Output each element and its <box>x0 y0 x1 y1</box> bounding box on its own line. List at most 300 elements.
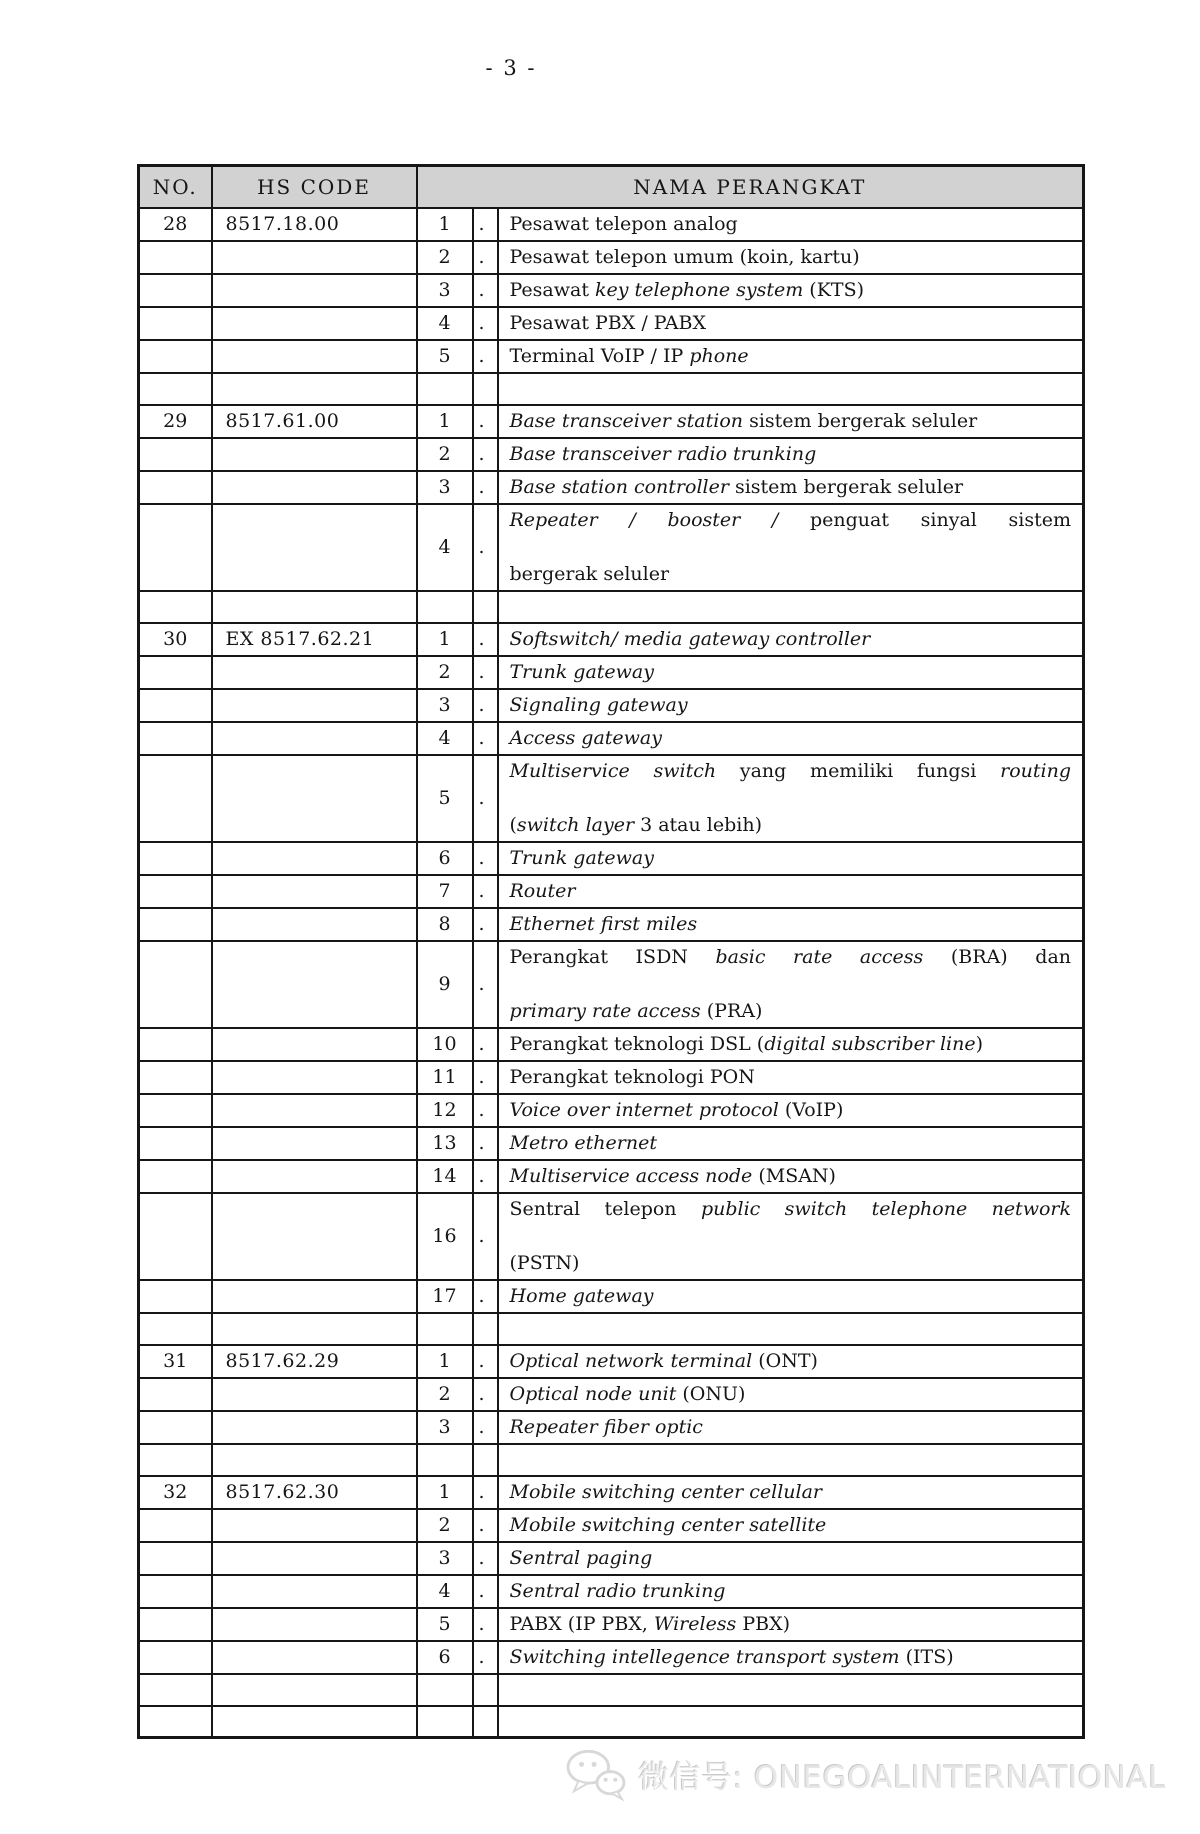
watermark <box>564 1747 1166 1801</box>
device-name-segment: PABX (IP PBX, <box>509 1612 654 1635</box>
cell-item-number: 3 <box>417 1542 473 1575</box>
cell-device-name <box>498 1542 1084 1575</box>
table-row <box>139 471 1084 504</box>
cell-item-dot: . <box>473 656 498 689</box>
cell-no <box>139 471 212 504</box>
cell-item-dot: . <box>473 438 498 471</box>
table-row <box>139 1061 1084 1094</box>
device-name-italic-segment: Access gateway <box>509 726 662 749</box>
cell-item-number: 3 <box>417 274 473 307</box>
cell-no-empty <box>139 1313 212 1345</box>
wechat-icon <box>564 1747 628 1801</box>
table-row <box>139 1160 1084 1193</box>
cell-no: 29 <box>139 405 212 438</box>
cell-hs-code <box>212 1127 417 1160</box>
cell-no <box>139 755 212 842</box>
cell-device-name <box>498 307 1084 340</box>
cell-item-dot-empty <box>473 373 498 405</box>
cell-item-number: 9 <box>417 941 473 1028</box>
table-row <box>139 1193 1084 1280</box>
device-name-line <box>510 561 1072 588</box>
cell-device-name <box>498 1345 1084 1378</box>
cell-hs-code <box>212 1608 417 1641</box>
cell-item-dot: . <box>473 405 498 438</box>
device-name-segment: sistem bergerak seluler <box>743 409 978 432</box>
cell-item-number: 6 <box>417 1641 473 1674</box>
cell-item-number: 8 <box>417 908 473 941</box>
device-name-segment: Perangkat teknologi PON <box>509 1065 755 1088</box>
device-name-italic-segment: Ethernet first miles <box>509 912 698 935</box>
device-name-italic-segment: Base transceiver radio trunking <box>509 442 817 465</box>
cell-no: 28 <box>139 208 212 241</box>
device-name-italic-segment: Sentral paging <box>509 1546 653 1569</box>
table-row <box>139 1608 1084 1641</box>
device-name-segment: bergerak seluler <box>509 562 670 585</box>
cell-item-dot: . <box>473 1608 498 1641</box>
cell-no <box>139 1378 212 1411</box>
cell-hs-code-empty <box>212 1706 417 1738</box>
device-name-italic-segment: Softswitch/ media gateway controller <box>509 627 871 650</box>
cell-item-number: 4 <box>417 307 473 340</box>
cell-hs-code <box>212 1575 417 1608</box>
device-name-italic-segment: routing <box>1000 759 1071 782</box>
cell-no <box>139 1061 212 1094</box>
cell-hs-code-empty <box>212 1444 417 1476</box>
cell-hs-code <box>212 842 417 875</box>
cell-hs-code <box>212 941 417 1028</box>
cell-item-dot: . <box>473 842 498 875</box>
cell-hs-code <box>212 241 417 274</box>
cell-item-number: 17 <box>417 1280 473 1313</box>
cell-device-name <box>498 1160 1084 1193</box>
cell-no <box>139 274 212 307</box>
cell-no <box>139 941 212 1028</box>
cell-hs-code: 8517.62.30 <box>212 1476 417 1509</box>
cell-no: 30 <box>139 623 212 656</box>
cell-hs-code: 8517.18.00 <box>212 208 417 241</box>
table-row <box>139 941 1084 1028</box>
watermark-text: 微信号: ONEGOALINTERNATIONAL <box>638 1759 1166 1796</box>
cell-hs-code <box>212 1094 417 1127</box>
cell-device-name <box>498 1476 1084 1509</box>
table-row <box>139 504 1084 591</box>
cell-item-number: 2 <box>417 656 473 689</box>
device-name-segment: Pesawat telepon umum (koin, kartu) <box>509 245 860 268</box>
cell-device-name <box>498 1193 1084 1280</box>
cell-device-name <box>498 1378 1084 1411</box>
cell-no <box>139 1575 212 1608</box>
cell-device-name <box>498 722 1084 755</box>
device-name-segment: ( <box>509 813 517 836</box>
table-row <box>139 689 1084 722</box>
table-row <box>139 842 1084 875</box>
cell-item-dot: . <box>473 1411 498 1444</box>
cell-device-name <box>498 908 1084 941</box>
cell-item-number-empty <box>417 591 473 623</box>
device-name-italic-segment: Mobile switching center cellular <box>509 1480 822 1503</box>
cell-hs-code <box>212 908 417 941</box>
cell-item-dot: . <box>473 1641 498 1674</box>
device-name-italic-segment: Wireless <box>653 1612 737 1635</box>
page-number: - 3 - <box>485 56 537 80</box>
device-name-line <box>510 1250 1072 1277</box>
device-table-wrap <box>137 164 1085 1739</box>
cell-no-empty <box>139 1444 212 1476</box>
cell-item-number: 13 <box>417 1127 473 1160</box>
cell-device-name <box>498 1028 1084 1061</box>
cell-device-name <box>498 656 1084 689</box>
device-name-segment: (ONT) <box>752 1349 818 1372</box>
table-row <box>139 1127 1084 1160</box>
cell-no <box>139 1160 212 1193</box>
cell-hs-code <box>212 504 417 591</box>
cell-item-dot-empty <box>473 1674 498 1706</box>
cell-device-name <box>498 1094 1084 1127</box>
cell-hs-code-empty <box>212 1674 417 1706</box>
table-row <box>139 1028 1084 1061</box>
cell-no <box>139 1608 212 1641</box>
cell-hs-code-empty <box>212 591 417 623</box>
device-name-segment: 3 atau lebih) <box>634 813 762 836</box>
table-row <box>139 1345 1084 1378</box>
device-name-italic-segment: basic rate access <box>715 945 924 968</box>
cell-device-name <box>498 208 1084 241</box>
cell-item-number-empty <box>417 373 473 405</box>
cell-item-number-empty <box>417 1444 473 1476</box>
cell-no <box>139 340 212 373</box>
cell-no <box>139 241 212 274</box>
cell-item-number: 14 <box>417 1160 473 1193</box>
cell-item-number: 5 <box>417 340 473 373</box>
cell-hs-code <box>212 307 417 340</box>
device-name-segment: Perangkat teknologi DSL ( <box>509 1032 765 1055</box>
cell-item-dot: . <box>473 1280 498 1313</box>
cell-item-number: 7 <box>417 875 473 908</box>
cell-device-name <box>498 1509 1084 1542</box>
device-name-segment: penguat sinyal sistem <box>778 508 1071 531</box>
cell-item-number: 4 <box>417 504 473 591</box>
cell-item-number: 12 <box>417 1094 473 1127</box>
device-name-line <box>510 1196 1072 1250</box>
cell-item-dot: . <box>473 1509 498 1542</box>
cell-item-number-empty <box>417 1674 473 1706</box>
cell-item-dot-empty <box>473 1706 498 1738</box>
cell-no <box>139 1411 212 1444</box>
cell-no <box>139 438 212 471</box>
cell-device-name <box>498 755 1084 842</box>
cell-item-number: 1 <box>417 1345 473 1378</box>
device-name-italic-segment: Repeater fiber optic <box>509 1415 703 1438</box>
device-name-segment: (BRA) dan <box>923 945 1072 968</box>
cell-hs-code: 8517.62.29 <box>212 1345 417 1378</box>
table-row <box>139 656 1084 689</box>
table-spacer-row <box>139 1313 1084 1345</box>
cell-item-dot: . <box>473 504 498 591</box>
cell-no <box>139 307 212 340</box>
cell-device-name <box>498 842 1084 875</box>
table-row <box>139 908 1084 941</box>
device-name-italic-segment: digital subscriber line <box>764 1032 976 1055</box>
device-name-segment: (KTS) <box>803 278 865 301</box>
cell-item-dot: . <box>473 1378 498 1411</box>
cell-hs-code <box>212 438 417 471</box>
table-row <box>139 1509 1084 1542</box>
cell-hs-code: EX 8517.62.21 <box>212 623 417 656</box>
device-table-body <box>139 208 1084 1738</box>
cell-device-name-empty <box>498 1444 1084 1476</box>
device-name-line <box>510 507 1072 561</box>
cell-item-dot-empty <box>473 591 498 623</box>
col-header-hs-code: HS CODE <box>212 166 417 208</box>
device-name-segment: (PRA) <box>700 999 763 1022</box>
cell-hs-code <box>212 1411 417 1444</box>
cell-hs-code <box>212 1160 417 1193</box>
cell-item-dot: . <box>473 722 498 755</box>
cell-no <box>139 689 212 722</box>
cell-device-name-empty <box>498 373 1084 405</box>
cell-no <box>139 1094 212 1127</box>
cell-hs-code <box>212 1641 417 1674</box>
cell-item-dot: . <box>473 941 498 1028</box>
cell-item-dot: . <box>473 1127 498 1160</box>
cell-no <box>139 1280 212 1313</box>
cell-item-dot: . <box>473 1061 498 1094</box>
cell-device-name <box>498 1641 1084 1674</box>
table-spacer-row <box>139 1444 1084 1476</box>
table-row <box>139 307 1084 340</box>
cell-item-number: 1 <box>417 623 473 656</box>
cell-hs-code <box>212 755 417 842</box>
cell-item-dot: . <box>473 274 498 307</box>
cell-item-dot: . <box>473 1160 498 1193</box>
device-name-italic-segment: Base transceiver station <box>509 409 744 432</box>
device-name-italic-segment: phone <box>689 344 749 367</box>
device-name-line <box>510 944 1072 998</box>
table-row <box>139 722 1084 755</box>
device-name-line <box>510 998 1072 1025</box>
table-row <box>139 623 1084 656</box>
device-name-italic-segment: Switching intellegence transport system <box>509 1645 900 1668</box>
cell-no <box>139 908 212 941</box>
table-row <box>139 241 1084 274</box>
device-name-italic-segment: Signaling gateway <box>509 693 688 716</box>
cell-item-number: 2 <box>417 1378 473 1411</box>
device-name-italic-segment: Multiservice access node <box>509 1164 753 1187</box>
device-name-italic-segment: Home gateway <box>509 1284 654 1307</box>
cell-item-dot: . <box>473 471 498 504</box>
cell-hs-code <box>212 1509 417 1542</box>
device-name-italic-segment: Voice over internet protocol <box>509 1098 779 1121</box>
cell-item-dot: . <box>473 908 498 941</box>
device-name-segment: (ITS) <box>899 1645 954 1668</box>
cell-no-empty <box>139 1674 212 1706</box>
device-name-italic-segment: switch layer <box>516 813 635 836</box>
cell-item-dot: . <box>473 755 498 842</box>
cell-no <box>139 1028 212 1061</box>
cell-item-number: 16 <box>417 1193 473 1280</box>
cell-item-dot: . <box>473 208 498 241</box>
cell-hs-code <box>212 1280 417 1313</box>
cell-item-number: 3 <box>417 689 473 722</box>
cell-device-name <box>498 1127 1084 1160</box>
device-name-segment: PBX) <box>736 1612 791 1635</box>
cell-device-name <box>498 438 1084 471</box>
device-table <box>137 164 1085 1739</box>
cell-no-empty <box>139 1706 212 1738</box>
cell-hs-code <box>212 340 417 373</box>
device-name-segment: Perangkat ISDN <box>509 945 716 968</box>
table-row <box>139 1575 1084 1608</box>
cell-item-dot: . <box>473 689 498 722</box>
table-row <box>139 1094 1084 1127</box>
cell-device-name-empty <box>498 591 1084 623</box>
cell-item-dot: . <box>473 1575 498 1608</box>
table-spacer-row <box>139 1674 1084 1706</box>
col-header-no: NO. <box>139 166 212 208</box>
header-row <box>139 166 1084 208</box>
cell-device-name <box>498 941 1084 1028</box>
table-row <box>139 340 1084 373</box>
table-row <box>139 274 1084 307</box>
cell-item-number: 1 <box>417 208 473 241</box>
cell-no <box>139 504 212 591</box>
device-name-italic-segment: Trunk gateway <box>509 660 654 683</box>
cell-no <box>139 1193 212 1280</box>
cell-item-number: 5 <box>417 1608 473 1641</box>
cell-item-number-empty <box>417 1313 473 1345</box>
cell-hs-code-empty <box>212 373 417 405</box>
cell-item-number: 1 <box>417 1476 473 1509</box>
cell-device-name <box>498 340 1084 373</box>
device-name-line <box>510 812 1072 839</box>
cell-no-empty <box>139 373 212 405</box>
cell-hs-code <box>212 1061 417 1094</box>
cell-hs-code <box>212 1378 417 1411</box>
device-name-italic-segment: Repeater / booster / <box>509 508 779 531</box>
cell-no <box>139 875 212 908</box>
col-header-device-name: NAMA PERANGKAT <box>417 166 1084 208</box>
device-name-italic-segment: Router <box>509 879 576 902</box>
cell-no-empty <box>139 591 212 623</box>
device-name-italic-segment: Sentral radio trunking <box>509 1579 726 1602</box>
cell-hs-code: 8517.61.00 <box>212 405 417 438</box>
device-name-italic-segment: Trunk gateway <box>509 846 654 869</box>
table-row <box>139 875 1084 908</box>
cell-device-name <box>498 1061 1084 1094</box>
cell-no <box>139 1509 212 1542</box>
device-name-italic-segment: Optical network terminal <box>509 1349 753 1372</box>
cell-hs-code-empty <box>212 1313 417 1345</box>
cell-item-dot-empty <box>473 1444 498 1476</box>
device-name-segment: (MSAN) <box>752 1164 836 1187</box>
cell-device-name <box>498 1280 1084 1313</box>
cell-hs-code <box>212 722 417 755</box>
cell-device-name <box>498 405 1084 438</box>
cell-item-number: 2 <box>417 438 473 471</box>
table-spacer-row <box>139 591 1084 623</box>
cell-hs-code <box>212 656 417 689</box>
table-row <box>139 208 1084 241</box>
table-row <box>139 405 1084 438</box>
device-name-segment: Pesawat <box>509 278 596 301</box>
device-name-segment: sistem bergerak seluler <box>728 475 964 498</box>
cell-device-name <box>498 1575 1084 1608</box>
device-name-italic-segment: Mobile switching center satellite <box>509 1513 827 1536</box>
cell-device-name <box>498 623 1084 656</box>
cell-hs-code <box>212 274 417 307</box>
cell-item-number: 2 <box>417 241 473 274</box>
cell-item-number: 6 <box>417 842 473 875</box>
device-name-italic-segment: Optical node unit <box>509 1382 677 1405</box>
cell-item-dot: . <box>473 307 498 340</box>
device-name-italic-segment: key telephone system <box>595 278 804 301</box>
cell-item-dot-empty <box>473 1313 498 1345</box>
device-name-italic-segment: Base station controller <box>509 475 729 498</box>
device-name-segment: yang memiliki fungsi <box>716 759 1001 782</box>
cell-item-dot: . <box>473 1193 498 1280</box>
cell-item-number: 10 <box>417 1028 473 1061</box>
cell-device-name-empty <box>498 1706 1084 1738</box>
cell-hs-code <box>212 875 417 908</box>
cell-no <box>139 842 212 875</box>
cell-no <box>139 1542 212 1575</box>
device-name-segment: Terminal VoIP / IP <box>509 344 690 367</box>
cell-no <box>139 656 212 689</box>
device-table-header <box>139 166 1084 208</box>
cell-device-name <box>498 875 1084 908</box>
table-spacer-row <box>139 373 1084 405</box>
cell-item-number: 11 <box>417 1061 473 1094</box>
cell-item-dot: . <box>473 1094 498 1127</box>
device-name-italic-segment: primary rate access <box>509 999 701 1022</box>
device-name-segment: (ONU) <box>676 1382 746 1405</box>
cell-device-name <box>498 241 1084 274</box>
cell-item-dot: . <box>473 241 498 274</box>
device-name-segment: Sentral telepon <box>509 1197 701 1220</box>
cell-no <box>139 1641 212 1674</box>
cell-device-name <box>498 274 1084 307</box>
cell-device-name <box>498 1608 1084 1641</box>
cell-device-name <box>498 471 1084 504</box>
cell-item-number: 3 <box>417 1411 473 1444</box>
cell-item-number: 5 <box>417 755 473 842</box>
cell-device-name-empty <box>498 1674 1084 1706</box>
cell-hs-code <box>212 689 417 722</box>
cell-device-name <box>498 689 1084 722</box>
cell-item-dot: . <box>473 875 498 908</box>
cell-item-dot: . <box>473 1542 498 1575</box>
cell-item-dot: . <box>473 1028 498 1061</box>
table-row <box>139 1411 1084 1444</box>
table-row <box>139 755 1084 842</box>
cell-hs-code <box>212 1028 417 1061</box>
device-name-segment: (PSTN) <box>509 1251 580 1274</box>
device-name-segment: Pesawat PBX / PABX <box>509 311 707 334</box>
device-name-segment: Pesawat telepon analog <box>509 212 738 235</box>
cell-device-name <box>498 504 1084 591</box>
device-name-line <box>510 758 1072 812</box>
cell-device-name <box>498 1411 1084 1444</box>
cell-item-number-empty <box>417 1706 473 1738</box>
cell-no: 32 <box>139 1476 212 1509</box>
table-row <box>139 1378 1084 1411</box>
cell-no <box>139 1127 212 1160</box>
table-row <box>139 1542 1084 1575</box>
cell-no: 31 <box>139 1345 212 1378</box>
cell-item-dot: . <box>473 1476 498 1509</box>
table-row <box>139 1641 1084 1674</box>
device-name-italic-segment: public switch telephone network <box>700 1197 1071 1220</box>
